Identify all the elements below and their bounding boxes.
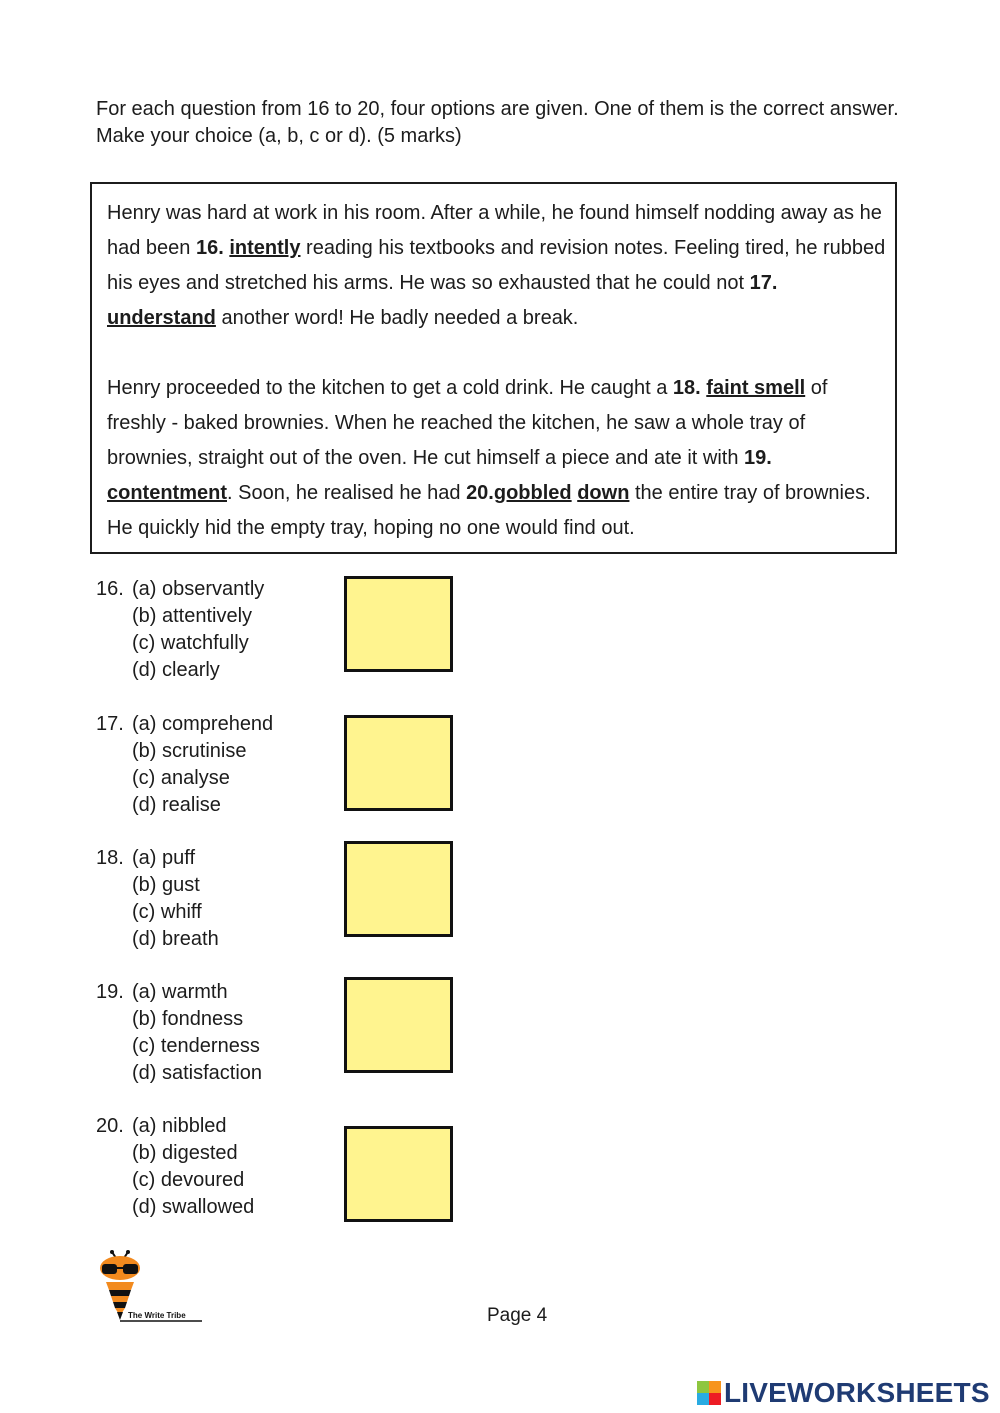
option-d: (d) realise bbox=[132, 794, 221, 816]
option-a: (a) observantly bbox=[132, 578, 265, 600]
option-c: (c) devoured bbox=[132, 1169, 245, 1191]
passage-text: Henry proceeded to the kitchen to get a cold drink. He caught a bbox=[107, 377, 673, 399]
target-word-20b: down bbox=[577, 482, 630, 504]
option-d: (d) satisfaction bbox=[132, 1062, 263, 1084]
write-tribe-logo bbox=[98, 1250, 208, 1326]
question-ref-20: 20. bbox=[466, 482, 494, 504]
passage-paragraph-1 bbox=[107, 196, 887, 336]
target-word-17: understand bbox=[107, 307, 216, 329]
option-c: (c) tenderness bbox=[132, 1035, 260, 1057]
question-16 bbox=[96, 576, 336, 684]
question-17 bbox=[96, 711, 336, 819]
option-a: (a) warmth bbox=[132, 981, 228, 1003]
option-d: (d) clearly bbox=[132, 659, 220, 681]
question-18 bbox=[96, 845, 336, 953]
question-ref-16: 16. bbox=[195, 237, 224, 259]
answer-box-16[interactable] bbox=[344, 576, 453, 672]
passage-text: . Soon, he realised he had bbox=[227, 482, 467, 504]
question-number: 19. bbox=[96, 981, 124, 1003]
option-c: (c) analyse bbox=[132, 767, 230, 789]
passage-text: Henry was hard at work in his room. After a while, he found himself nodding away as he had been bbox=[107, 202, 882, 259]
answer-box-19[interactable] bbox=[344, 977, 453, 1073]
option-b: (b) digested bbox=[132, 1142, 238, 1164]
question-ref-19: 19. bbox=[744, 447, 772, 469]
option-c: (c) whiff bbox=[132, 901, 202, 923]
question-ref-17: 17. bbox=[749, 272, 778, 294]
question-ref-18: 18. bbox=[672, 377, 701, 399]
instructions-text: For each question from 16 to 20, four options are given. One of them is the correct answer. Make your choice (a, b, c or d). (5 marks) bbox=[96, 98, 899, 147]
target-word-18: faint smell bbox=[706, 377, 806, 399]
liveworksheets-icon bbox=[697, 1381, 721, 1405]
question-number: 20. bbox=[96, 1115, 124, 1137]
question-number: 17. bbox=[96, 713, 124, 735]
page-number: Page 4 bbox=[487, 1305, 548, 1326]
passage-text: reading his textbooks and revision notes. Feeling tired, he rubbed his eyes and stretched his arms. He was so exhausted that he could not bbox=[107, 237, 886, 294]
passage-text: the entire tray of brownies. He quickly hid the empty tray, hoping no one would find out. bbox=[107, 482, 871, 539]
question-number: 16. bbox=[96, 578, 124, 600]
brand-name: The Write Tribe bbox=[128, 1311, 186, 1320]
option-c: (c) watchfully bbox=[132, 632, 249, 654]
option-b: (b) gust bbox=[132, 874, 200, 896]
question-number: 18. bbox=[96, 847, 124, 869]
option-a: (a) comprehend bbox=[132, 713, 274, 735]
passage-paragraph-2 bbox=[107, 371, 887, 546]
target-word-20a: gobbled bbox=[493, 482, 572, 504]
option-b: (b) scrutinise bbox=[132, 740, 247, 762]
target-word-19: contentment bbox=[107, 482, 227, 504]
question-19 bbox=[96, 979, 336, 1087]
option-d: (d) swallowed bbox=[132, 1196, 255, 1218]
option-b: (b) fondness bbox=[132, 1008, 244, 1030]
option-a: (a) nibbled bbox=[132, 1115, 227, 1137]
answer-box-18[interactable] bbox=[344, 841, 453, 937]
passage-text: another word! He badly needed a break. bbox=[215, 307, 579, 329]
target-word-16: intently bbox=[229, 237, 301, 259]
question-20 bbox=[96, 1113, 336, 1221]
answer-box-17[interactable] bbox=[344, 715, 453, 811]
passage-text: of freshly - baked brownies. When he reached the kitchen, he saw a whole tray of brownies, straight out of the oven. He cut himself a piece and ate it with bbox=[107, 377, 828, 469]
option-d: (d) breath bbox=[132, 928, 219, 950]
liveworksheets-logo bbox=[697, 1378, 990, 1408]
passage-box bbox=[90, 182, 897, 554]
answer-box-20[interactable] bbox=[344, 1126, 453, 1222]
liveworksheets-wordmark: LIVEWORKSHEETS bbox=[724, 1377, 990, 1408]
bee-icon bbox=[98, 1250, 208, 1326]
option-b: (b) attentively bbox=[132, 605, 253, 627]
option-a: (a) puff bbox=[132, 847, 195, 869]
